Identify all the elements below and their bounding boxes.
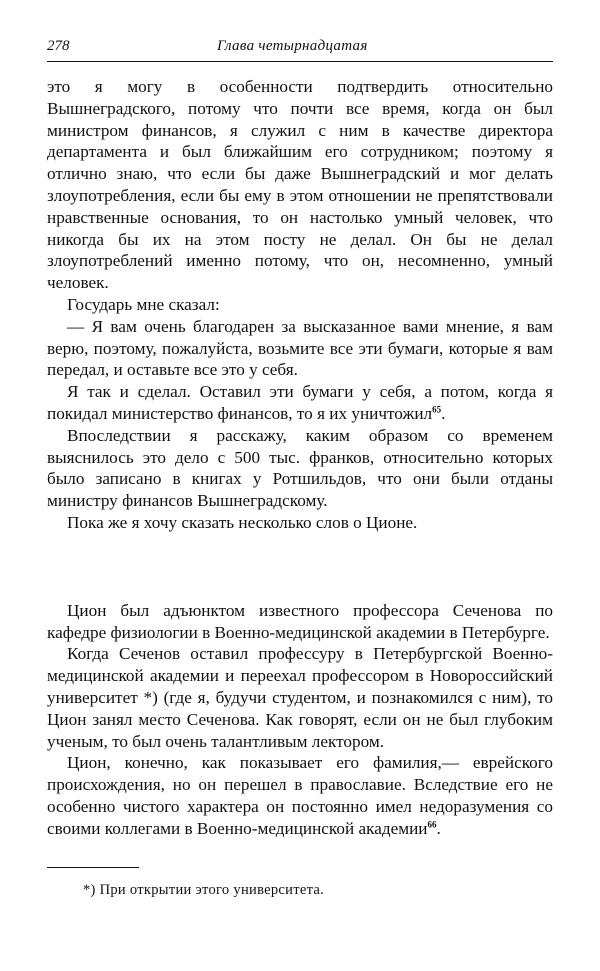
footnote: *) При открытии этого университета. bbox=[83, 881, 325, 898]
paragraph-text: Я так и сделал. Оставил эти бумаги у себя, а потом, когда я покидал министерство финансов, то я их уничтожил bbox=[47, 382, 553, 423]
footnote-rule bbox=[47, 867, 139, 868]
section-break bbox=[47, 534, 553, 600]
endnote-ref-65: 65 bbox=[432, 404, 442, 415]
paragraph-continuation: это я могу в особенности подтвердить относительно Вышнеградского, потому что почти все время, когда он был министром финансов, я служил с ним в качестве директора департамента и был ближайшим его сотрудником; поэтому я отлично знаю, что если бы даже Вышнеградский и мог делать злоупотребления, если бы ему в этом отношении не препятствовали нравственные основания, то он настолько умный человек, что никогда бы их на этом посту не делал. Он бы не делал злоупотреблений именно потому, что он, несомненно, умный человек. bbox=[47, 77, 553, 293]
paragraph: Пока же я хочу сказать несколько слов о Ционе. bbox=[67, 512, 418, 532]
paragraph: Я так и сделал. Оставил эти бумаги у себя, а потом, когда я покидал министерство финансов, то я их уничтожил$^{65}$. bbox=[47, 382, 553, 423]
header-rule bbox=[47, 61, 553, 62]
running-head bbox=[47, 38, 553, 60]
endnote-ref-66: 66 bbox=[427, 818, 437, 829]
footnote-marker: *) bbox=[143, 687, 158, 707]
book-page bbox=[47, 38, 553, 899]
paragraph bbox=[47, 643, 553, 752]
paragraph-text: Цион, конечно, как показывает его фамилия,— еврейского происхождения, но он перешел в православие. Вследствие его не особенно чистого характера он постоянно имел недоразумения со своими коллегами в Военно-медицинской академии bbox=[47, 753, 553, 838]
section-tsion bbox=[47, 600, 553, 840]
paragraph: Государь мне сказал: bbox=[67, 294, 220, 314]
page-number: 278 bbox=[47, 38, 70, 54]
paragraph-text: (где я, будучи студентом, и познакомился с ним), то Цион занял место Сеченова. Как говорят, если он не был глубоким ученым, то был очень талантливым лектором. bbox=[47, 687, 554, 751]
paragraph: Цион, конечно, как показывает его фамилия,— еврейского происхождения, но он перешел в православие. Вследствие его не особенно чистого характера он постоянно имел недоразумения со своими коллегами в Военно-медицинской академии$^{66}$. bbox=[47, 753, 553, 838]
paragraph-dialogue: — Я вам очень благодарен за высказанное вами мнение, я вам верю, поэтому, пожалуйста, возьмите все эти бумаги, которые я вам передал, и оставьте все это у себя. bbox=[47, 316, 553, 380]
paragraph-text: Когда Сеченов оставил профессуру в Петербургской Военно-медицинской академии и переехал профессором в Новороссийский университет bbox=[47, 644, 553, 707]
chapter-title: Глава четырнадцатая bbox=[217, 38, 368, 54]
paragraph: Цион был адъюнктом известного профессора Сеченова по кафедре физиологии в Военно-медицинской академии в Петербурге. bbox=[47, 600, 553, 642]
body-text bbox=[47, 76, 553, 840]
paragraph: Впоследствии я расскажу, каким образом со временем выяснилось это дело с 500 тыс. франков, относительно которых было записано в книгах у Ротшильдов, что они были отданы министру финансов Вышнеградскому. bbox=[47, 425, 553, 511]
